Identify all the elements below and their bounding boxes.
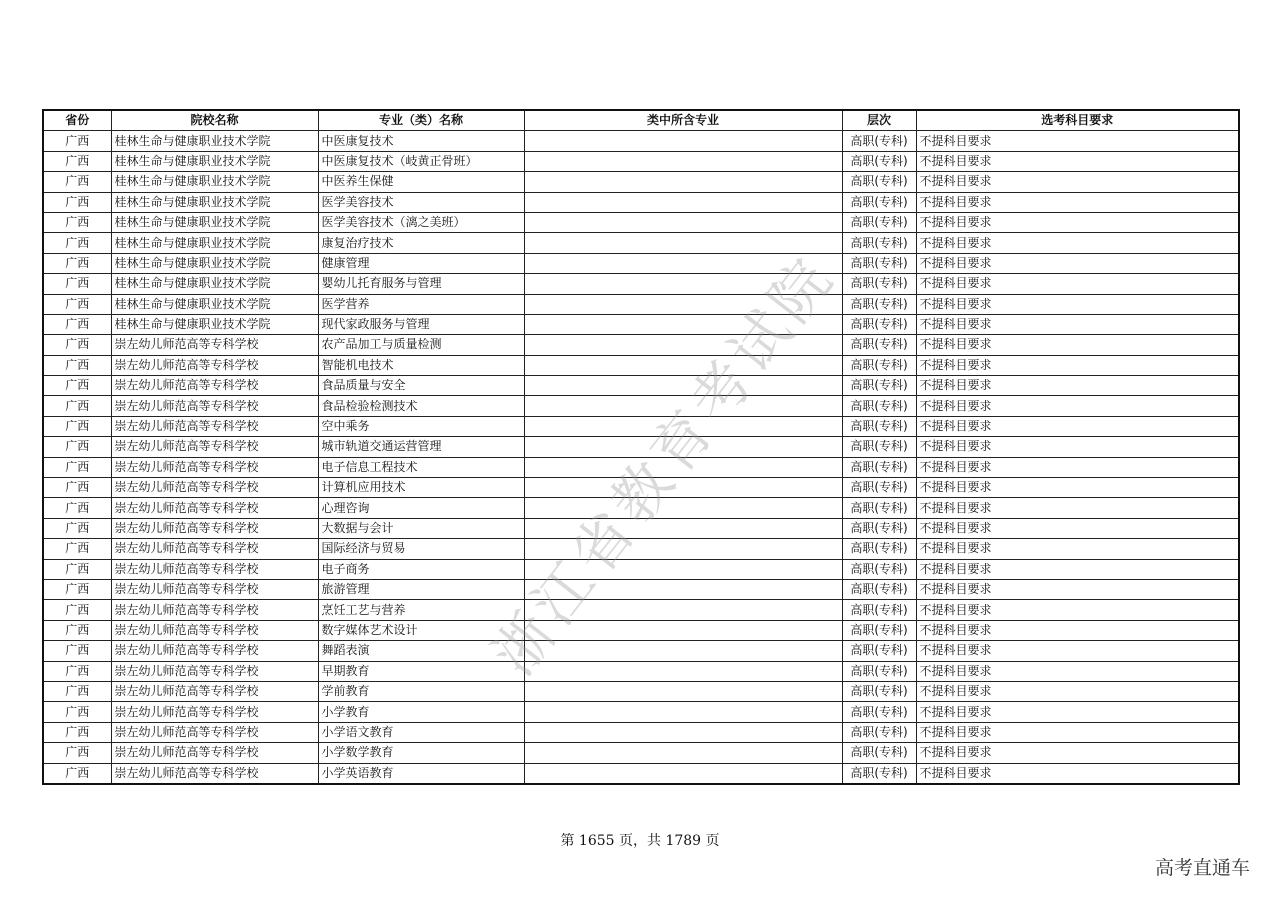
cell-subject-requirement: 不提科目要求 bbox=[916, 620, 1239, 640]
cell-subject-requirement: 不提科目要求 bbox=[916, 253, 1239, 273]
cell-major-name: 早期教育 bbox=[318, 661, 524, 681]
cell-school-name: 崇左幼儿师范高等专科学校 bbox=[111, 457, 318, 477]
cell-province: 广西 bbox=[43, 702, 111, 722]
cell-major-name: 心理咨询 bbox=[318, 498, 524, 518]
cell-province: 广西 bbox=[43, 131, 111, 151]
cell-province: 广西 bbox=[43, 192, 111, 212]
cell-level: 高职(专科) bbox=[842, 661, 916, 681]
cell-level: 高职(专科) bbox=[842, 722, 916, 742]
cell-included-majors bbox=[524, 743, 842, 763]
cell-major-name: 医学营养 bbox=[318, 294, 524, 314]
table-header-row bbox=[43, 110, 1239, 131]
cell-school-name: 崇左幼儿师范高等专科学校 bbox=[111, 539, 318, 559]
cell-subject-requirement: 不提科目要求 bbox=[916, 457, 1239, 477]
cell-included-majors bbox=[524, 600, 842, 620]
cell-major-name: 医学美容技术（漓之美班） bbox=[318, 212, 524, 232]
table-row bbox=[43, 478, 1239, 498]
table-row bbox=[43, 172, 1239, 192]
cell-province: 广西 bbox=[43, 294, 111, 314]
cell-subject-requirement: 不提科目要求 bbox=[916, 151, 1239, 171]
cell-province: 广西 bbox=[43, 620, 111, 640]
cell-subject-requirement: 不提科目要求 bbox=[916, 314, 1239, 334]
table-row bbox=[43, 151, 1239, 171]
cell-included-majors bbox=[524, 518, 842, 538]
header-school-name: 院校名称 bbox=[111, 110, 318, 131]
cell-included-majors bbox=[524, 416, 842, 436]
cell-subject-requirement: 不提科目要求 bbox=[916, 763, 1239, 784]
watermark-text: 浙江省教育考试院 bbox=[479, 242, 849, 688]
cell-included-majors bbox=[524, 233, 842, 253]
cell-school-name: 崇左幼儿师范高等专科学校 bbox=[111, 559, 318, 579]
table-row bbox=[43, 335, 1239, 355]
cell-subject-requirement: 不提科目要求 bbox=[916, 416, 1239, 436]
cell-school-name: 崇左幼儿师范高等专科学校 bbox=[111, 681, 318, 701]
header-level: 层次 bbox=[842, 110, 916, 131]
cell-school-name: 崇左幼儿师范高等专科学校 bbox=[111, 335, 318, 355]
cell-subject-requirement: 不提科目要求 bbox=[916, 641, 1239, 661]
cell-school-name: 桂林生命与健康职业技术学院 bbox=[111, 131, 318, 151]
cell-school-name: 崇左幼儿师范高等专科学校 bbox=[111, 722, 318, 742]
cell-subject-requirement: 不提科目要求 bbox=[916, 437, 1239, 457]
cell-province: 广西 bbox=[43, 416, 111, 436]
cell-province: 广西 bbox=[43, 539, 111, 559]
cell-subject-requirement: 不提科目要求 bbox=[916, 661, 1239, 681]
cell-school-name: 桂林生命与健康职业技术学院 bbox=[111, 151, 318, 171]
cell-major-name: 大数据与会计 bbox=[318, 518, 524, 538]
table-row bbox=[43, 274, 1239, 294]
cell-level: 高职(专科) bbox=[842, 294, 916, 314]
cell-school-name: 桂林生命与健康职业技术学院 bbox=[111, 314, 318, 334]
cell-included-majors bbox=[524, 661, 842, 681]
header-included-majors: 类中所含专业 bbox=[524, 110, 842, 131]
cell-major-name: 康复治疗技术 bbox=[318, 233, 524, 253]
cell-major-name: 小学语文教育 bbox=[318, 722, 524, 742]
cell-level: 高职(专科) bbox=[842, 539, 916, 559]
cell-province: 广西 bbox=[43, 457, 111, 477]
page-number-footer: 第 1655 页，共 1789 页 bbox=[560, 833, 720, 849]
cell-subject-requirement: 不提科目要求 bbox=[916, 131, 1239, 151]
cell-major-name: 数字媒体艺术设计 bbox=[318, 620, 524, 640]
cell-level: 高职(专科) bbox=[842, 763, 916, 784]
cell-major-name: 烹饪工艺与营养 bbox=[318, 600, 524, 620]
cell-major-name: 计算机应用技术 bbox=[318, 478, 524, 498]
table-row bbox=[43, 498, 1239, 518]
cell-included-majors bbox=[524, 355, 842, 375]
cell-subject-requirement: 不提科目要求 bbox=[916, 233, 1239, 253]
cell-included-majors bbox=[524, 457, 842, 477]
cell-province: 广西 bbox=[43, 172, 111, 192]
table-row bbox=[43, 355, 1239, 375]
table-row bbox=[43, 579, 1239, 599]
cell-province: 广西 bbox=[43, 355, 111, 375]
cell-level: 高职(专科) bbox=[842, 437, 916, 457]
cell-level: 高职(专科) bbox=[842, 702, 916, 722]
admission-requirements-table bbox=[42, 109, 1240, 785]
cell-school-name: 崇左幼儿师范高等专科学校 bbox=[111, 498, 318, 518]
cell-school-name: 桂林生命与健康职业技术学院 bbox=[111, 212, 318, 232]
cell-included-majors bbox=[524, 437, 842, 457]
cell-included-majors bbox=[524, 294, 842, 314]
cell-major-name: 食品质量与安全 bbox=[318, 376, 524, 396]
cell-major-name: 医学美容技术 bbox=[318, 192, 524, 212]
cell-subject-requirement: 不提科目要求 bbox=[916, 376, 1239, 396]
cell-level: 高职(专科) bbox=[842, 620, 916, 640]
cell-included-majors bbox=[524, 478, 842, 498]
cell-province: 广西 bbox=[43, 579, 111, 599]
cell-province: 广西 bbox=[43, 376, 111, 396]
table-row bbox=[43, 437, 1239, 457]
cell-included-majors bbox=[524, 539, 842, 559]
cell-subject-requirement: 不提科目要求 bbox=[916, 559, 1239, 579]
table-row bbox=[43, 376, 1239, 396]
cell-major-name: 中医康复技术 bbox=[318, 131, 524, 151]
cell-level: 高职(专科) bbox=[842, 416, 916, 436]
table-row bbox=[43, 233, 1239, 253]
cell-province: 广西 bbox=[43, 559, 111, 579]
cell-subject-requirement: 不提科目要求 bbox=[916, 681, 1239, 701]
cell-major-name: 旅游管理 bbox=[318, 579, 524, 599]
cell-province: 广西 bbox=[43, 437, 111, 457]
cell-major-name: 健康管理 bbox=[318, 253, 524, 273]
cell-level: 高职(专科) bbox=[842, 457, 916, 477]
cell-included-majors bbox=[524, 763, 842, 784]
cell-included-majors bbox=[524, 212, 842, 232]
cell-major-name: 城市轨道交通运营管理 bbox=[318, 437, 524, 457]
table-row bbox=[43, 641, 1239, 661]
cell-included-majors bbox=[524, 151, 842, 171]
cell-level: 高职(专科) bbox=[842, 579, 916, 599]
cell-school-name: 崇左幼儿师范高等专科学校 bbox=[111, 579, 318, 599]
cell-included-majors bbox=[524, 335, 842, 355]
cell-school-name: 崇左幼儿师范高等专科学校 bbox=[111, 661, 318, 681]
cell-included-majors bbox=[524, 681, 842, 701]
cell-major-name: 学前教育 bbox=[318, 681, 524, 701]
table-row bbox=[43, 212, 1239, 232]
cell-major-name: 智能机电技术 bbox=[318, 355, 524, 375]
cell-included-majors bbox=[524, 702, 842, 722]
cell-major-name: 舞蹈表演 bbox=[318, 641, 524, 661]
cell-school-name: 桂林生命与健康职业技术学院 bbox=[111, 172, 318, 192]
table-row bbox=[43, 681, 1239, 701]
cell-major-name: 食品检验检测技术 bbox=[318, 396, 524, 416]
cell-level: 高职(专科) bbox=[842, 212, 916, 232]
cell-subject-requirement: 不提科目要求 bbox=[916, 335, 1239, 355]
cell-province: 广西 bbox=[43, 518, 111, 538]
cell-included-majors bbox=[524, 274, 842, 294]
cell-school-name: 崇左幼儿师范高等专科学校 bbox=[111, 437, 318, 457]
cell-province: 广西 bbox=[43, 274, 111, 294]
cell-level: 高职(专科) bbox=[842, 151, 916, 171]
cell-school-name: 桂林生命与健康职业技术学院 bbox=[111, 253, 318, 273]
cell-school-name: 崇左幼儿师范高等专科学校 bbox=[111, 518, 318, 538]
cell-level: 高职(专科) bbox=[842, 131, 916, 151]
cell-school-name: 崇左幼儿师范高等专科学校 bbox=[111, 702, 318, 722]
cell-included-majors bbox=[524, 620, 842, 640]
cell-school-name: 崇左幼儿师范高等专科学校 bbox=[111, 396, 318, 416]
cell-province: 广西 bbox=[43, 722, 111, 742]
table-row bbox=[43, 722, 1239, 742]
cell-major-name: 现代家政服务与管理 bbox=[318, 314, 524, 334]
cell-school-name: 崇左幼儿师范高等专科学校 bbox=[111, 763, 318, 784]
cell-level: 高职(专科) bbox=[842, 233, 916, 253]
cell-subject-requirement: 不提科目要求 bbox=[916, 539, 1239, 559]
cell-level: 高职(专科) bbox=[842, 314, 916, 334]
cell-province: 广西 bbox=[43, 763, 111, 784]
cell-province: 广西 bbox=[43, 498, 111, 518]
cell-subject-requirement: 不提科目要求 bbox=[916, 294, 1239, 314]
cell-subject-requirement: 不提科目要求 bbox=[916, 579, 1239, 599]
cell-school-name: 崇左幼儿师范高等专科学校 bbox=[111, 478, 318, 498]
cell-school-name: 桂林生命与健康职业技术学院 bbox=[111, 294, 318, 314]
cell-level: 高职(专科) bbox=[842, 376, 916, 396]
cell-level: 高职(专科) bbox=[842, 743, 916, 763]
table-row bbox=[43, 600, 1239, 620]
cell-included-majors bbox=[524, 131, 842, 151]
table-row bbox=[43, 416, 1239, 436]
cell-province: 广西 bbox=[43, 233, 111, 253]
cell-province: 广西 bbox=[43, 641, 111, 661]
cell-school-name: 崇左幼儿师范高等专科学校 bbox=[111, 600, 318, 620]
cell-subject-requirement: 不提科目要求 bbox=[916, 722, 1239, 742]
cell-included-majors bbox=[524, 376, 842, 396]
cell-level: 高职(专科) bbox=[842, 681, 916, 701]
cell-subject-requirement: 不提科目要求 bbox=[916, 192, 1239, 212]
cell-major-name: 空中乘务 bbox=[318, 416, 524, 436]
table-row bbox=[43, 457, 1239, 477]
table-row bbox=[43, 702, 1239, 722]
cell-subject-requirement: 不提科目要求 bbox=[916, 478, 1239, 498]
cell-level: 高职(专科) bbox=[842, 641, 916, 661]
cell-included-majors bbox=[524, 314, 842, 334]
cell-level: 高职(专科) bbox=[842, 172, 916, 192]
cell-level: 高职(专科) bbox=[842, 478, 916, 498]
cell-subject-requirement: 不提科目要求 bbox=[916, 212, 1239, 232]
cell-subject-requirement: 不提科目要求 bbox=[916, 743, 1239, 763]
cell-major-name: 中医康复技术（岐黄正骨班） bbox=[318, 151, 524, 171]
cell-province: 广西 bbox=[43, 253, 111, 273]
cell-province: 广西 bbox=[43, 743, 111, 763]
cell-major-name: 电子信息工程技术 bbox=[318, 457, 524, 477]
cell-subject-requirement: 不提科目要求 bbox=[916, 274, 1239, 294]
cell-level: 高职(专科) bbox=[842, 335, 916, 355]
cell-level: 高职(专科) bbox=[842, 518, 916, 538]
cell-province: 广西 bbox=[43, 681, 111, 701]
cell-major-name: 国际经济与贸易 bbox=[318, 539, 524, 559]
cell-level: 高职(专科) bbox=[842, 559, 916, 579]
cell-school-name: 崇左幼儿师范高等专科学校 bbox=[111, 355, 318, 375]
cell-subject-requirement: 不提科目要求 bbox=[916, 396, 1239, 416]
cell-level: 高职(专科) bbox=[842, 396, 916, 416]
table-row bbox=[43, 743, 1239, 763]
cell-school-name: 崇左幼儿师范高等专科学校 bbox=[111, 641, 318, 661]
cell-school-name: 崇左幼儿师范高等专科学校 bbox=[111, 620, 318, 640]
table-row bbox=[43, 559, 1239, 579]
table-row bbox=[43, 620, 1239, 640]
cell-province: 广西 bbox=[43, 314, 111, 334]
cell-included-majors bbox=[524, 641, 842, 661]
cell-major-name: 电子商务 bbox=[318, 559, 524, 579]
cell-level: 高职(专科) bbox=[842, 600, 916, 620]
cell-province: 广西 bbox=[43, 661, 111, 681]
cell-major-name: 中医养生保健 bbox=[318, 172, 524, 192]
table-row bbox=[43, 294, 1239, 314]
cell-major-name: 小学教育 bbox=[318, 702, 524, 722]
cell-subject-requirement: 不提科目要求 bbox=[916, 172, 1239, 192]
brand-logo-text: 高考直通车 bbox=[1154, 857, 1250, 879]
cell-included-majors bbox=[524, 172, 842, 192]
table-row bbox=[43, 539, 1239, 559]
cell-school-name: 桂林生命与健康职业技术学院 bbox=[111, 192, 318, 212]
table-row bbox=[43, 131, 1239, 151]
cell-province: 广西 bbox=[43, 151, 111, 171]
cell-subject-requirement: 不提科目要求 bbox=[916, 518, 1239, 538]
cell-province: 广西 bbox=[43, 396, 111, 416]
cell-major-name: 小学数学教育 bbox=[318, 743, 524, 763]
cell-school-name: 崇左幼儿师范高等专科学校 bbox=[111, 743, 318, 763]
cell-included-majors bbox=[524, 396, 842, 416]
cell-included-majors bbox=[524, 253, 842, 273]
cell-level: 高职(专科) bbox=[842, 274, 916, 294]
header-major-name: 专业（类）名称 bbox=[318, 110, 524, 131]
table-row bbox=[43, 253, 1239, 273]
header-subject-requirement: 选考科目要求 bbox=[916, 110, 1239, 131]
cell-subject-requirement: 不提科目要求 bbox=[916, 702, 1239, 722]
table-row bbox=[43, 518, 1239, 538]
cell-province: 广西 bbox=[43, 600, 111, 620]
cell-included-majors bbox=[524, 498, 842, 518]
cell-school-name: 崇左幼儿师范高等专科学校 bbox=[111, 376, 318, 396]
cell-included-majors bbox=[524, 559, 842, 579]
header-province: 省份 bbox=[43, 110, 111, 131]
cell-level: 高职(专科) bbox=[842, 498, 916, 518]
table-row bbox=[43, 763, 1239, 784]
cell-major-name: 农产品加工与质量检测 bbox=[318, 335, 524, 355]
table-row bbox=[43, 396, 1239, 416]
cell-province: 广西 bbox=[43, 335, 111, 355]
cell-school-name: 桂林生命与健康职业技术学院 bbox=[111, 274, 318, 294]
cell-level: 高职(专科) bbox=[842, 192, 916, 212]
cell-included-majors bbox=[524, 722, 842, 742]
cell-subject-requirement: 不提科目要求 bbox=[916, 355, 1239, 375]
cell-subject-requirement: 不提科目要求 bbox=[916, 498, 1239, 518]
cell-major-name: 婴幼儿托育服务与管理 bbox=[318, 274, 524, 294]
cell-level: 高职(专科) bbox=[842, 253, 916, 273]
cell-major-name: 小学英语教育 bbox=[318, 763, 524, 784]
cell-school-name: 崇左幼儿师范高等专科学校 bbox=[111, 416, 318, 436]
table-row bbox=[43, 661, 1239, 681]
cell-school-name: 桂林生命与健康职业技术学院 bbox=[111, 233, 318, 253]
cell-included-majors bbox=[524, 579, 842, 599]
cell-province: 广西 bbox=[43, 478, 111, 498]
table-row bbox=[43, 192, 1239, 212]
cell-level: 高职(专科) bbox=[842, 355, 916, 375]
table-row bbox=[43, 314, 1239, 334]
cell-province: 广西 bbox=[43, 212, 111, 232]
cell-included-majors bbox=[524, 192, 842, 212]
cell-subject-requirement: 不提科目要求 bbox=[916, 600, 1239, 620]
